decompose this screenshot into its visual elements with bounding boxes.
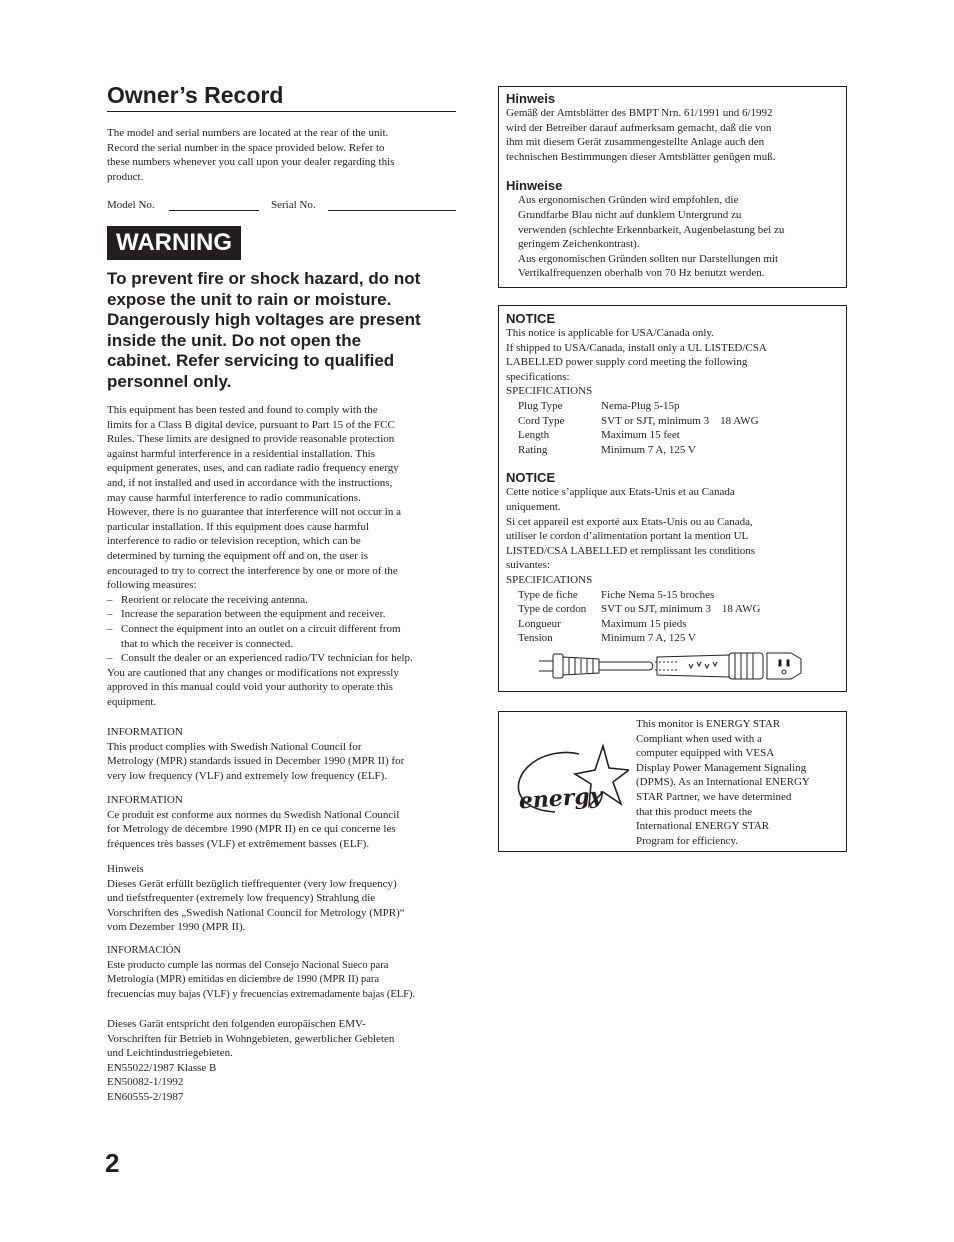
hinweis-heading: Hinweis [506, 91, 556, 106]
hinweise-text: Aus ergonomischen Gründen wird empfohlen, die Grundfarbe Blau nicht auf dunklem Untergrund zu verwenden (schlechte Erkennbarkeit, Augenbelastung bei zu geringem Zeichenkontrast). Aus ergonomischen Gründen sollten nur Darstellungen mit Vertikalfrequenzen oberhalb von 70 Hz benutzt werden. [518, 194, 785, 280]
warning-headline: To prevent fire or shock hazard, do not expose the unit to rain or moisture. Dangerously high voltages are present inside the unit. Do not open the cabinet. Refer servicing to qualified personnel only. [107, 269, 421, 391]
table-row: Tension Minimum 7 A, 125 V [518, 632, 696, 645]
table-row: Length Maximum 15 feet [518, 429, 680, 442]
energy-star-logo [505, 742, 629, 826]
informacion-es: INFORMACIÓN Este producto cumple las normas del Consejo Nacional Sueco para Metrología (MPR) emitidas en diciembre de 1990 (MPR II) para frecuencias muy bajas (VLF) y frecuencias extremadamente bajas (ELF). [107, 945, 416, 1000]
warning-badge: WARNING [107, 226, 241, 260]
notice-heading-fr: NOTICE [506, 470, 556, 486]
information-fr: INFORMATION Ce produit est conforme aux normes du Swedish National Council for Metrology de décembre 1990 (MPR II) en ce qui concerne les fréquences très basses (VLF) et extrêmement basses (ELF). [107, 794, 400, 850]
table-row: Type de fiche Fiche Nema 5-15 broches [518, 588, 715, 601]
table-row: Type de cordon SVT ou SJT, minimum 3 18 AWG [518, 603, 761, 616]
energy-star-text: This monitor is ENERGY STAR Compliant when used with a computer equipped with VESA Display Power Management Signaling (DPMS). As an International ENERGY STAR Partner, we have determined that this product meets the International ENERGY STAR Program for efficiency. [636, 718, 810, 847]
table-row: Plug Type Nema-Plug 5-15p [518, 399, 680, 412]
list-item: – Reorient or relocate the receiving antenna. [107, 593, 308, 606]
notice-heading-en: NOTICE [506, 311, 556, 326]
notice-text-en: This notice is applicable for USA/Canada only. If shipped to USA/Canada, install only a UL LISTED/CSA LABELLED power supply cord meeting the following specifications: SPECIFICATIONS [506, 327, 767, 398]
table-row: Longueur Maximum 15 pieds [518, 617, 687, 630]
hinweise-heading: Hinweise [506, 178, 563, 194]
information-sv-en: INFORMATION This product complies with Swedish National Council for Metrology (MPR) standards issued in December 1990 (MPR II) for very low frequency (VLF) and extremely low frequency (ELF). [107, 726, 405, 782]
energy-star-box [498, 711, 847, 852]
hinweis-de: Hinweis Dieses Gerät erfüllt bezüglich tieffrequenter (very low frequency) und tiefstfrequenter (extremely low frequency) Strahlung die Vorschriften des „Swedish National Council for Metrology (MPR)“ vom Dezember 1990 (MPR II). [107, 863, 405, 934]
owners-record-intro: The model and serial numbers are located at the rear of the unit. Record the serial number in the space provided below. Refer to these numbers whenever you call upon your dealer regarding this product. [107, 127, 395, 183]
list-item: – Increase the separation between the equipment and receiver. [107, 608, 386, 621]
table-row: Rating Minimum 7 A, 125 V [518, 443, 696, 456]
specifications-table-en [518, 399, 759, 457]
owners-record-title: Owner’s Record [107, 82, 284, 108]
notice-box [498, 305, 847, 692]
hinweis-text: Gemäß der Amtsblätter des BMPT Nrn. 61/1991 und 6/1992 wird der Betreiber darauf aufmerksam gemacht, daß die von ihm mit diesem Gerät zusammengestellte Anlage auch den technischen Bestimmungen dieser Amtsblätter genügen muß. [506, 107, 776, 163]
emv-compliance: Dieses Garät entspricht den folgenden europäischen EMV- Vorschriften für Betrieb in Wohngebieten, gewerblicher Gebleten und Leichtindustriegebieten. EN55022/1987 Klasse B EN50082-1/1992 EN60555-2/1987 [107, 1018, 395, 1103]
page-number: 2 [105, 1148, 120, 1178]
owners-record-section [107, 80, 456, 217]
title-rule [107, 111, 456, 112]
table-row: Cord Type SVT or SJT, minimum 3 18 AWG [518, 414, 759, 427]
model-number-field[interactable] [169, 210, 259, 211]
model-label: Model No. [107, 199, 155, 212]
hinweis-box [498, 86, 847, 288]
energy-logo-text: energy [517, 782, 604, 815]
list-item: – Connect the equipment into an outlet on a circuit different from [107, 622, 401, 635]
list-item: – Consult the dealer or an experienced radio/TV technician for help. [107, 652, 413, 665]
fcc-statement: This equipment has been tested and found to comply with the limits for a Class B digital device, pursuant to Part 15 of the FCC Rules. These limits are designed to provide reasonable protection against harmful interference in a residential installation. This equipment generates, uses, and can radiate radio frequency energy and, if not installed and used in accordance with the instructions, may cause harmful interference to radio communications. However, there is no guarantee that interference will not occur in a particular installation. If this equipment does cause harmful interference to radio or television reception, which can be determined by turning the equipment off and on, the user is encouraged to try to correct the interference by one or more of the following measures: – Reorient or relocate the receiving antenna. – Increase the separation between the equipment and receiver. – Connect the equipment into an outlet on a circuit different from that to which the receiver is connected. – Consult the dealer or an experienced radio/TV technician for help. You are cautioned that any changes or modifications not expressly approved in this manual could void your authority to operate this equipment. [107, 403, 459, 709]
power-cord-icon [539, 649, 809, 683]
model-serial-row [107, 197, 456, 217]
serial-number-field[interactable] [328, 210, 456, 211]
specifications-table-fr [518, 588, 760, 646]
serial-label: Serial No. [271, 199, 316, 212]
notice-text-fr: Cette notice s’applique aux Etats-Unis et au Canada uniquement. Si cet appareil est exporté aux Etats-Unis ou au Canada, utiliser le cordon d’alimentation portant la mention UL LISTED/CSA LABELLED et remplissant les conditions suivantes: SPECIFICATIONS [506, 486, 756, 586]
